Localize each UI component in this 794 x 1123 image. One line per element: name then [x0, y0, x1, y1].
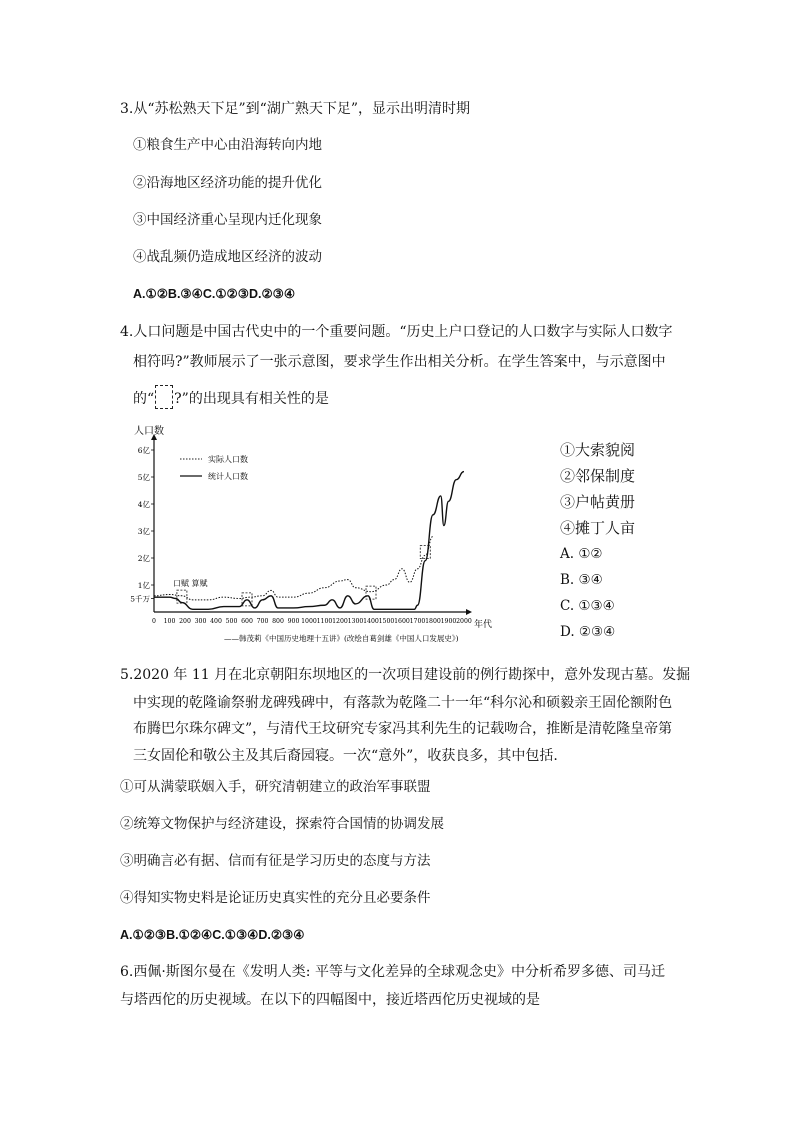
x-tick-label: 100: [163, 618, 176, 625]
x-tick-label: 1600: [394, 618, 410, 625]
y-tick-label: 5亿: [137, 473, 150, 482]
x-tick-label: 1500: [378, 618, 395, 625]
legend-stat-label: 统计人口数: [208, 472, 248, 481]
q3-item-1: ①粮食生产中心由沿海转向内地: [133, 137, 322, 153]
x-tick-label: 1000: [301, 618, 317, 625]
x-tick-label: 1900: [440, 618, 457, 625]
x-tick-label: 500: [225, 618, 238, 625]
x-tick-label: 0: [152, 618, 156, 625]
figure-source: ——韩茂莉《中国历史地理十五讲》(改绘自葛剑雄《中国人口发展史》): [224, 634, 459, 643]
y-tick-label: 3亿: [137, 527, 150, 536]
q4-stem-line3-b: ?”的出现具有相关性的是: [174, 391, 329, 407]
population-figure: [124, 420, 664, 650]
legend-actual-label: 实际人口数: [208, 455, 248, 464]
dashed-box-marker: [366, 586, 376, 599]
q3-stem: 3.从“苏松熟天下足”到“湖广熟天下足”，显示出明清时期: [120, 101, 470, 117]
q3-item-2: ②沿海地区经济功能的提升优化: [133, 175, 322, 191]
q4-option-1: ①大索貌阅: [560, 441, 636, 459]
x-tick-label: 300: [194, 618, 207, 625]
q4-choice-a: A. ①②: [560, 546, 603, 562]
q4-options: [560, 437, 635, 645]
q6-line1: 6.西佩·斯图尔曼在《发明人类: 平等与文化差异的全球观念史》中分析希罗多德、司马迁: [120, 964, 665, 980]
dashed-box-marker: [177, 590, 187, 603]
x-tick-label: 1300: [347, 618, 364, 625]
dashed-box-symbol: [155, 385, 173, 409]
x-tick-label: 1700: [409, 618, 426, 625]
q3-choices: A.①②B.③④C.①②③D.②③④: [133, 287, 296, 301]
x-tick-label: 400: [210, 618, 222, 625]
q5-item-1: ①可从满蒙联姻入手，研究清朝建立的政治军事联盟: [120, 779, 431, 795]
q5-choices: A.①②③B.①②④C.①③④D.②③④: [120, 928, 305, 942]
q5-line4: 三女固伦和敬公主及其后裔园寝。一次“意外”，收获良多，其中包括.: [133, 748, 558, 764]
x-tick-label: 600: [241, 618, 253, 625]
series-actual-line: [154, 536, 433, 599]
q3-item-3: ③中国经济重心呈现内迁化现象: [133, 212, 322, 228]
q4-option-3: ③户帖黄册: [560, 493, 636, 511]
x-tick-label: 800: [272, 618, 284, 625]
y-tick-label: 5千万: [130, 594, 150, 604]
q4-option-2: ②邻保制度: [560, 467, 636, 485]
q4-stem-line1: 4.人口问题是中国古代史中的一个重要问题。“历史上户口登记的人口数字与实际人口数字: [120, 324, 673, 340]
x-tick-label: 1800: [425, 618, 441, 625]
x-tick-label: 2000: [456, 618, 472, 625]
x-axis-label: 年代: [474, 620, 493, 630]
q4-choice-d: D. ②③④: [560, 624, 616, 640]
y-tick-label: 6亿: [137, 446, 150, 455]
q4-stem-line2: 相符吗?”教师展示了一张示意图，要求学生作出相关分析。在学生答案中，与示意图中: [133, 354, 666, 370]
q4-option-4: ④摊丁人亩: [560, 519, 636, 537]
population-chart: [124, 420, 554, 650]
q5-line1: 5.2020 年 11 月在北京朝阳东坝地区的一次项目建设前的例行勘探中，意外发现古墓。发掘: [120, 667, 691, 683]
q5-item-2: ②统筹文物保护与经济建设，探索符合国情的协调发展: [120, 816, 444, 832]
x-tick-label: 200: [179, 618, 191, 625]
x-tick-label: 1100: [316, 618, 333, 625]
q4-stem-line3-a: 的“: [133, 391, 155, 407]
q5-item-3: ③明确言必有据、信而有征是学习历史的态度与方法: [120, 853, 431, 869]
q4-stem-line3: [133, 385, 329, 409]
annotation-koufu-suanfu: 口赋 算赋: [173, 579, 208, 588]
q6-line2: 与塔西佗的历史视域。在以下的四幅图中，接近塔西佗历史视域的是: [120, 992, 540, 1008]
q5-line3: 布腾巴尔珠尔碑文”，与清代王坟研究专家冯其利先生的记载吻合，推断是清乾隆皇帝第: [133, 721, 673, 737]
q5-line2: 中实现的乾隆谕祭驸龙碑残碑中，有落款为乾隆二十一年“科尔沁和硕毅亲王固伦额附色: [133, 695, 673, 711]
y-tick-label: 1亿: [137, 581, 150, 590]
x-axis-arrow: [466, 609, 472, 615]
y-tick-label: 4亿: [137, 500, 150, 509]
x-tick-label: 700: [256, 618, 269, 625]
series-stat-line: [154, 472, 464, 610]
q3-item-4: ④战乱频仍造成地区经济的波动: [133, 249, 322, 265]
x-tick-label: 1400: [363, 618, 379, 625]
q4-choice-b: B. ③④: [560, 572, 603, 588]
q4-choice-c: C. ①③④: [560, 598, 615, 614]
x-tick-label: 900: [287, 618, 300, 625]
x-tick-label: 1200: [332, 618, 348, 625]
y-tick-label: 2亿: [137, 554, 150, 563]
q5-item-4: ④得知实物史料是论证历史真实性的充分且必要条件: [120, 890, 431, 906]
y-axis-label: 人口数: [134, 426, 164, 437]
